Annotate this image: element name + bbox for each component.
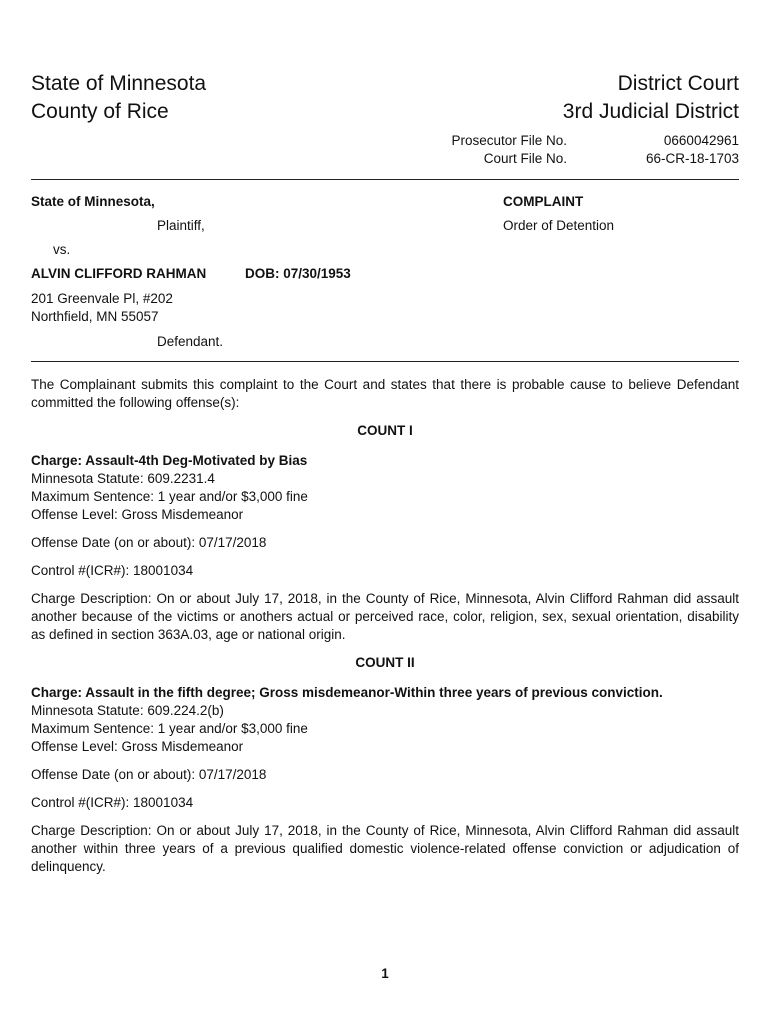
count-title: COUNT II xyxy=(355,655,415,670)
count-description: Charge Description: On or about July 17, 2018, in the County of Rice, Minnesota, Alvin Clifford Rahman did assault another because of the victims or anothers actual or perceived race, color, religion, sex, sexual orientation, disability as defined in section 363A.03, age or national origin. xyxy=(31,591,739,642)
state-name: State of Minnesota xyxy=(31,72,207,95)
page-number: 1 xyxy=(381,966,389,981)
court-file-row xyxy=(427,150,739,168)
count-control-number: Control #(ICR#): 18001034 xyxy=(31,563,194,578)
count-level: Offense Level: Gross Misdemeanor xyxy=(31,739,244,754)
count-sentence: Maximum Sentence: 1 year and/or $3,000 fine xyxy=(31,489,308,504)
versus-text: vs. xyxy=(53,242,71,257)
count-sentence: Maximum Sentence: 1 year and/or $3,000 fine xyxy=(31,721,308,736)
order-type: Order of Detention xyxy=(503,218,615,233)
complaint-body xyxy=(31,376,739,876)
file-numbers xyxy=(427,132,739,168)
count-description: Charge Description: On or about July 17, 2018, in the County of Rice, Minnesota, Alvin Clifford Rahman did assault another within three years of a previous qualified domestic violence-related offense conviction or adjudication of delinquency. xyxy=(31,823,739,874)
count-charge: Charge: Assault in the fifth degree; Gross misdemeanor-Within three years of previous conviction. xyxy=(31,685,663,700)
count-control-number: Control #(ICR#): 18001034 xyxy=(31,795,194,810)
count-offense-date: Offense Date (on or about): 07/17/2018 xyxy=(31,767,267,782)
count-statute: Minnesota Statute: 609.224.2(b) xyxy=(31,703,224,718)
count-title: COUNT I xyxy=(357,423,413,438)
defendant-name: ALVIN CLIFFORD RAHMAN xyxy=(31,266,207,281)
jurisdiction-block xyxy=(31,70,206,126)
count-statute: Minnesota Statute: 609.2231.4 xyxy=(31,471,215,486)
court-block xyxy=(563,70,739,126)
count-charge: Charge: Assault-4th Deg-Motivated by Bias xyxy=(31,453,308,468)
defendant-dob: DOB: 07/30/1953 xyxy=(245,266,351,281)
count-offense-date: Offense Date (on or about): 07/17/2018 xyxy=(31,535,267,550)
defendant-address-line1: 201 Greenvale Pl, #202 xyxy=(31,291,173,306)
court-name: District Court xyxy=(617,72,739,95)
intro-paragraph: The Complainant submits this complaint to the Court and states that there is probable cause to believe Defendant committed the following offense(s): xyxy=(31,377,739,410)
defendant-role: Defendant. xyxy=(157,334,224,349)
prosecutor-file-label: Prosecutor File No. xyxy=(451,133,567,148)
defendant-address-line2: Northfield, MN 55057 xyxy=(31,309,159,324)
court-file-value: 66-CR-18-1703 xyxy=(645,151,739,166)
court-file-label: Court File No. xyxy=(483,151,567,166)
prosecutor-file-value: 0660042961 xyxy=(663,133,739,148)
divider-top xyxy=(31,179,739,180)
county-name: County of Rice xyxy=(31,100,169,123)
divider-bottom xyxy=(31,361,739,362)
district-name: 3rd Judicial District xyxy=(562,100,739,123)
count-level: Offense Level: Gross Misdemeanor xyxy=(31,507,244,522)
prosecutor-file-row xyxy=(427,132,739,150)
plaintiff-name: State of Minnesota, xyxy=(31,194,155,209)
plaintiff-role: Plaintiff, xyxy=(157,218,205,233)
complaint-page xyxy=(31,0,739,1024)
court-header xyxy=(31,70,739,130)
document-type: COMPLAINT xyxy=(503,194,584,209)
